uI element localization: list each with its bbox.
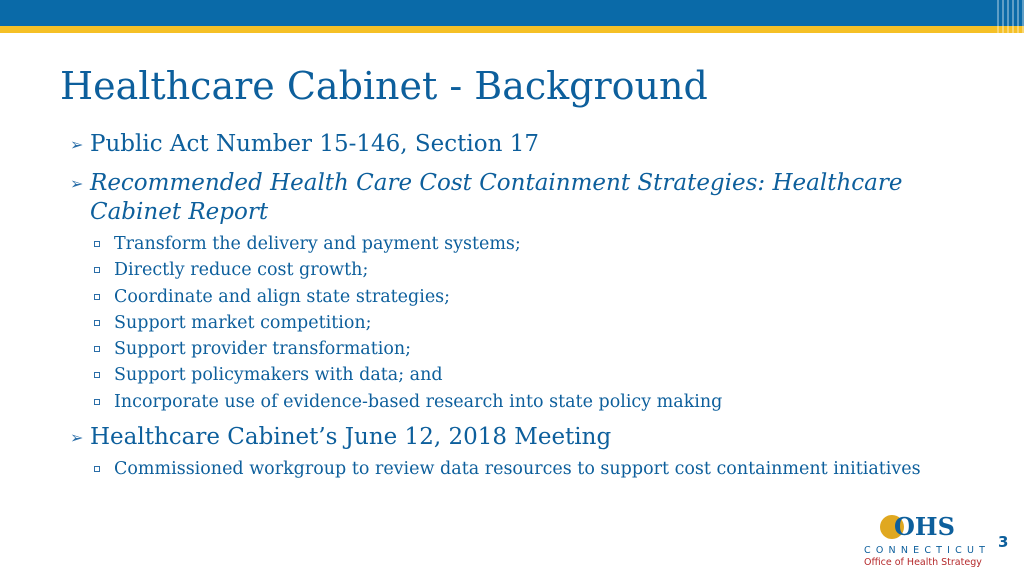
- slide-content: [70, 130, 970, 490]
- bullet-text: Healthcare Cabinet’s June 12, 2018 Meeting: [90, 424, 612, 451]
- report-strategies-list: [70, 231, 970, 415]
- arrow-bullet-icon: ➢: [70, 428, 84, 448]
- list-item: Directly reduce cost growth;: [70, 257, 970, 283]
- list-item: Commissioned workgroup to review data resources to support cost containment initiatives: [70, 456, 970, 482]
- list-item: Coordinate and align state strategies;: [70, 284, 970, 310]
- list-item: Incorporate use of evidence-based research into state policy making: [70, 389, 970, 415]
- meeting-sub-list: [70, 456, 970, 482]
- square-bullet-icon: [94, 267, 100, 273]
- logo-office-name: Office of Health Strategy: [864, 557, 982, 568]
- bullet-text: Public Act Number 15-146, Section 17: [90, 131, 539, 157]
- list-item: Support policymakers with data; and: [70, 362, 970, 388]
- list-item: Transform the delivery and payment systems;: [70, 231, 970, 257]
- page-number: 3: [998, 533, 1009, 551]
- arrow-bullet-icon: ➢: [70, 174, 84, 193]
- logo-state: CONNECTICUT: [864, 545, 991, 556]
- bullet-cabinet-report: [70, 169, 970, 227]
- bullet-text: Recommended Health Care Cost Containment Strategies: Healthcare Cabinet Report: [90, 170, 903, 225]
- slide-title: Healthcare Cabinet - Background: [60, 64, 708, 108]
- top-banner-stripe: [0, 26, 1024, 33]
- list-item: Support provider transformation;: [70, 336, 970, 362]
- square-bullet-icon: [94, 346, 100, 352]
- bullet-public-act: [70, 130, 970, 159]
- square-bullet-icon: [94, 399, 100, 405]
- ohs-logo: [860, 512, 991, 570]
- top-banner: [0, 0, 1024, 26]
- list-item: Support market competition;: [70, 310, 970, 336]
- square-bullet-icon: [94, 320, 100, 326]
- arrow-bullet-icon: ➢: [70, 135, 84, 154]
- logo-abbr: OHS: [894, 512, 955, 541]
- square-bullet-icon: [94, 241, 100, 247]
- banner-decoration: [964, 0, 1024, 36]
- square-bullet-icon: [94, 294, 100, 300]
- bullet-june-meeting: [70, 423, 970, 452]
- square-bullet-icon: [94, 466, 100, 472]
- square-bullet-icon: [94, 372, 100, 378]
